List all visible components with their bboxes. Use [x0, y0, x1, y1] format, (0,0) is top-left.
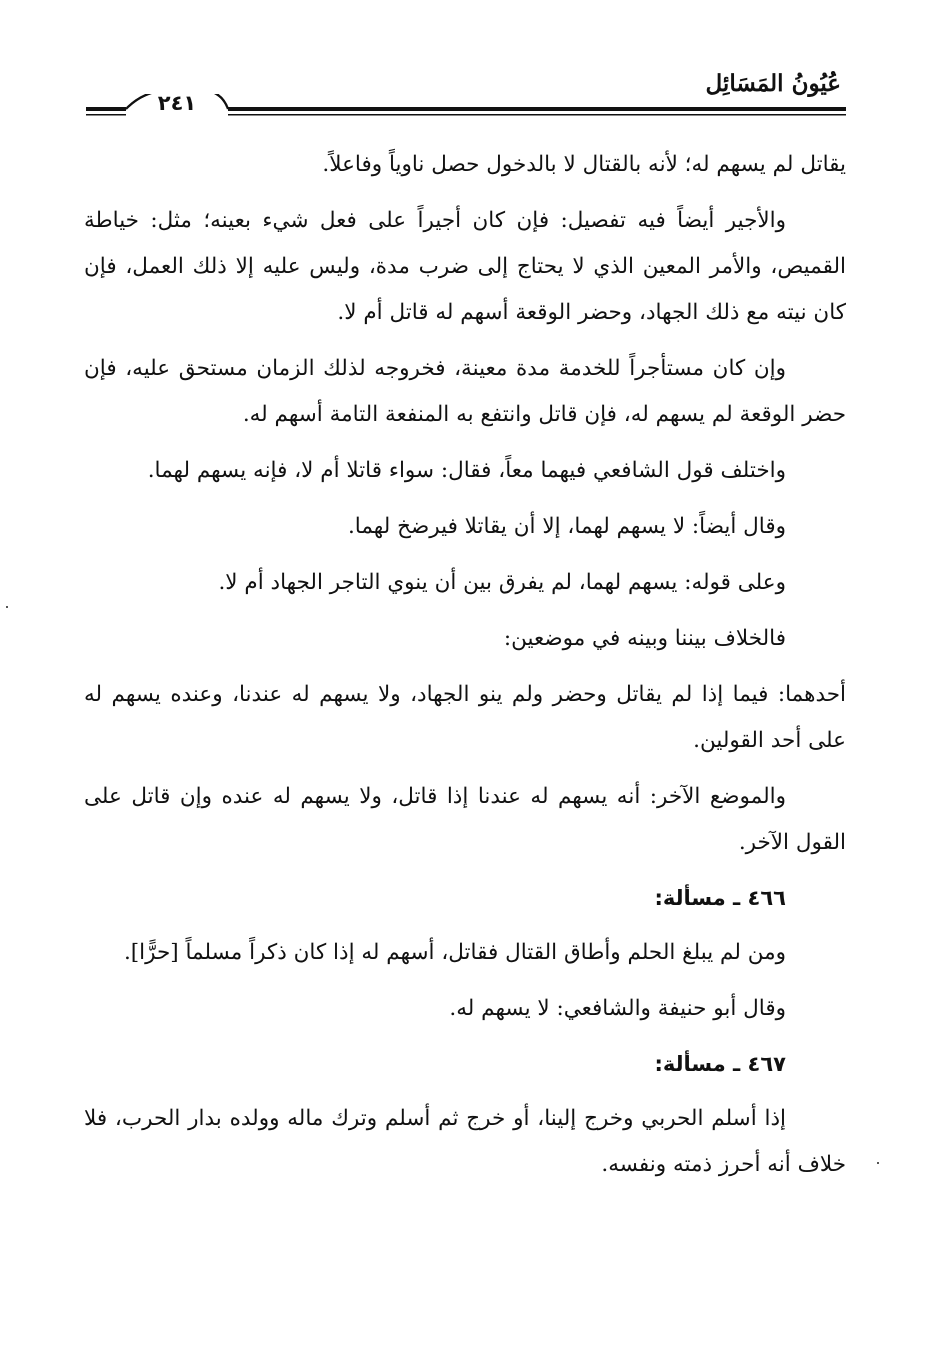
- paragraph: والموضع الآخر: أنه يسهم له عندنا إذا قاتل، ولا يسهم له عنده وإن قاتل على القول الآخر.: [84, 784, 846, 855]
- paragraph: وقال أبو حنيفة والشافعي: لا يسهم له.: [449, 996, 786, 1021]
- issue-heading: ٤٦٧ ـ مسألة:: [654, 1052, 786, 1076]
- scan-speck: [877, 1162, 879, 1164]
- page-number: ٢٤١: [157, 91, 197, 115]
- paragraph: يقاتل لم يسهم له؛ لأنه بالقتال لا بالدخول حصل ناوياً وفاعلاً.: [322, 152, 846, 177]
- running-header-title: عُيُونُ المَسَائِل: [705, 70, 841, 97]
- paragraph: إذا أسلم الحربي وخرج إلينا، أو خرج ثم أسلم وترك ماله وولده بدار الحرب، فلا خلاف أنه أحرز ذمته ونفسه.: [84, 1106, 846, 1177]
- paragraph: وإن كان مستأجراً للخدمة مدة معينة، فخروجه لذلك الزمان مستحق عليه، فإن حضر الوقعة لم يسهم له، فإن قاتل وانتفع به المنفعة التامة أسهم له.: [84, 356, 846, 427]
- paragraph: ومن لم يبلغ الحلم وأطاق القتال فقاتل، أسهم له إذا كان ذكراً مسلماً [حرًّا].: [123, 940, 786, 965]
- paragraph: وقال أيضاً: لا يسهم لهما، إلا أن يقاتلا فيرضخ لهما.: [347, 514, 786, 539]
- issue-heading: ٤٦٦ ـ مسألة:: [654, 886, 786, 910]
- page-body-text: [84, 142, 846, 1312]
- paragraph: وعلى قوله: يسهم لهما، لم يفرق بين أن ينوي التاجر الجهاد أم لا.: [218, 570, 786, 595]
- paragraph: والأجير أيضاً فيه تفصيل: فإن كان أجيراً على فعل شيء بعينه؛ مثل: خياطة القميص، والأمر المعين الذي لا يحتاج إلى ضرب مدة، وليس عليه إلا ذلك العمل، فإن كان نيته مع ذلك الجهاد، وحضر الوقعة أسهم له قاتل أم لا.: [84, 208, 846, 325]
- paragraph: فالخلاف بيننا وبينه في موضعين:: [503, 626, 786, 651]
- paragraph: واختلف قول الشافعي فيهما معاً، فقال: سواء قاتلا أم لا، فإنه يسهم لهما.: [147, 458, 786, 483]
- paragraph: أحدهما: فيما إذا لم يقاتل وحضر ولم ينو الجهاد، ولا يسهم له عندنا، وعنده يسهم له على أحد القولين.: [84, 682, 846, 753]
- scan-speck: [6, 606, 8, 608]
